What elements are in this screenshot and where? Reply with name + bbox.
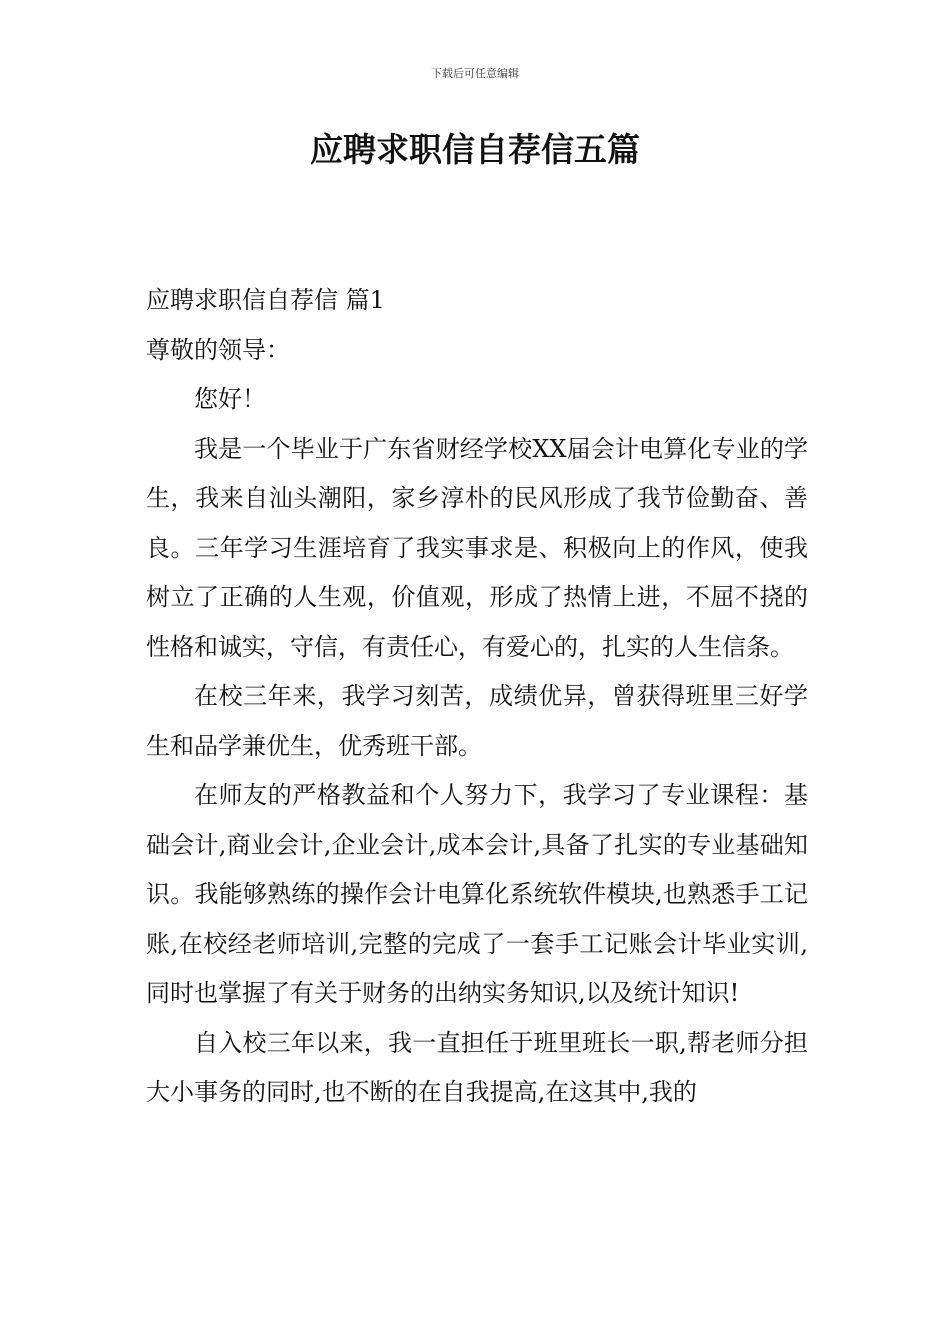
body-paragraph: 在校三年来，我学习刻苦，成绩优异，曾获得班里三好学生和品学兼优生，优秀班干部。 [146, 682, 808, 760]
header-note: 下载后可任意编辑 [431, 67, 519, 80]
salutation: 尊敬的领导： [146, 335, 290, 364]
document-body [146, 276, 808, 1118]
body-paragraph: 自入校三年以来，我一直担任于班里班长一职,帮老师分担大小事务的同时,也不断的在自我提高,在这其中,我的 [146, 1028, 808, 1106]
body-paragraph: 在师友的严格教益和个人努力下，我学习了专业课程：基础会计,商业会计,企业会计,成本会计,具备了扎实的专业基础知识。我能够熟练的操作会计电算化系统软件模块,也熟悉手工记账,在校经老师培训,完整的完成了一套手工记账会计毕业实训,同时也掌握了有关于财务的出纳实务知识,以及统计知识! [146, 781, 808, 1007]
greeting: 您好！ [194, 385, 266, 413]
document-title: 应聘求职信自荐信五篇 [310, 130, 640, 169]
section-heading: 应聘求职信自荐信 篇1 [146, 286, 385, 314]
body-paragraph: 我是一个毕业于广东省财经学校XX届会计电算化专业的学生，我来自汕头潮阳，家乡淳朴的民风形成了我节俭勤奋、善良。三年学习生涯培育了我实事求是、积极向上的作风，使我树立了正确的人生观，价值观，形成了热情上进，不屈不挠的性格和诚实，守信，有责任心，有爱心的，扎实的人生信条。 [146, 434, 808, 661]
